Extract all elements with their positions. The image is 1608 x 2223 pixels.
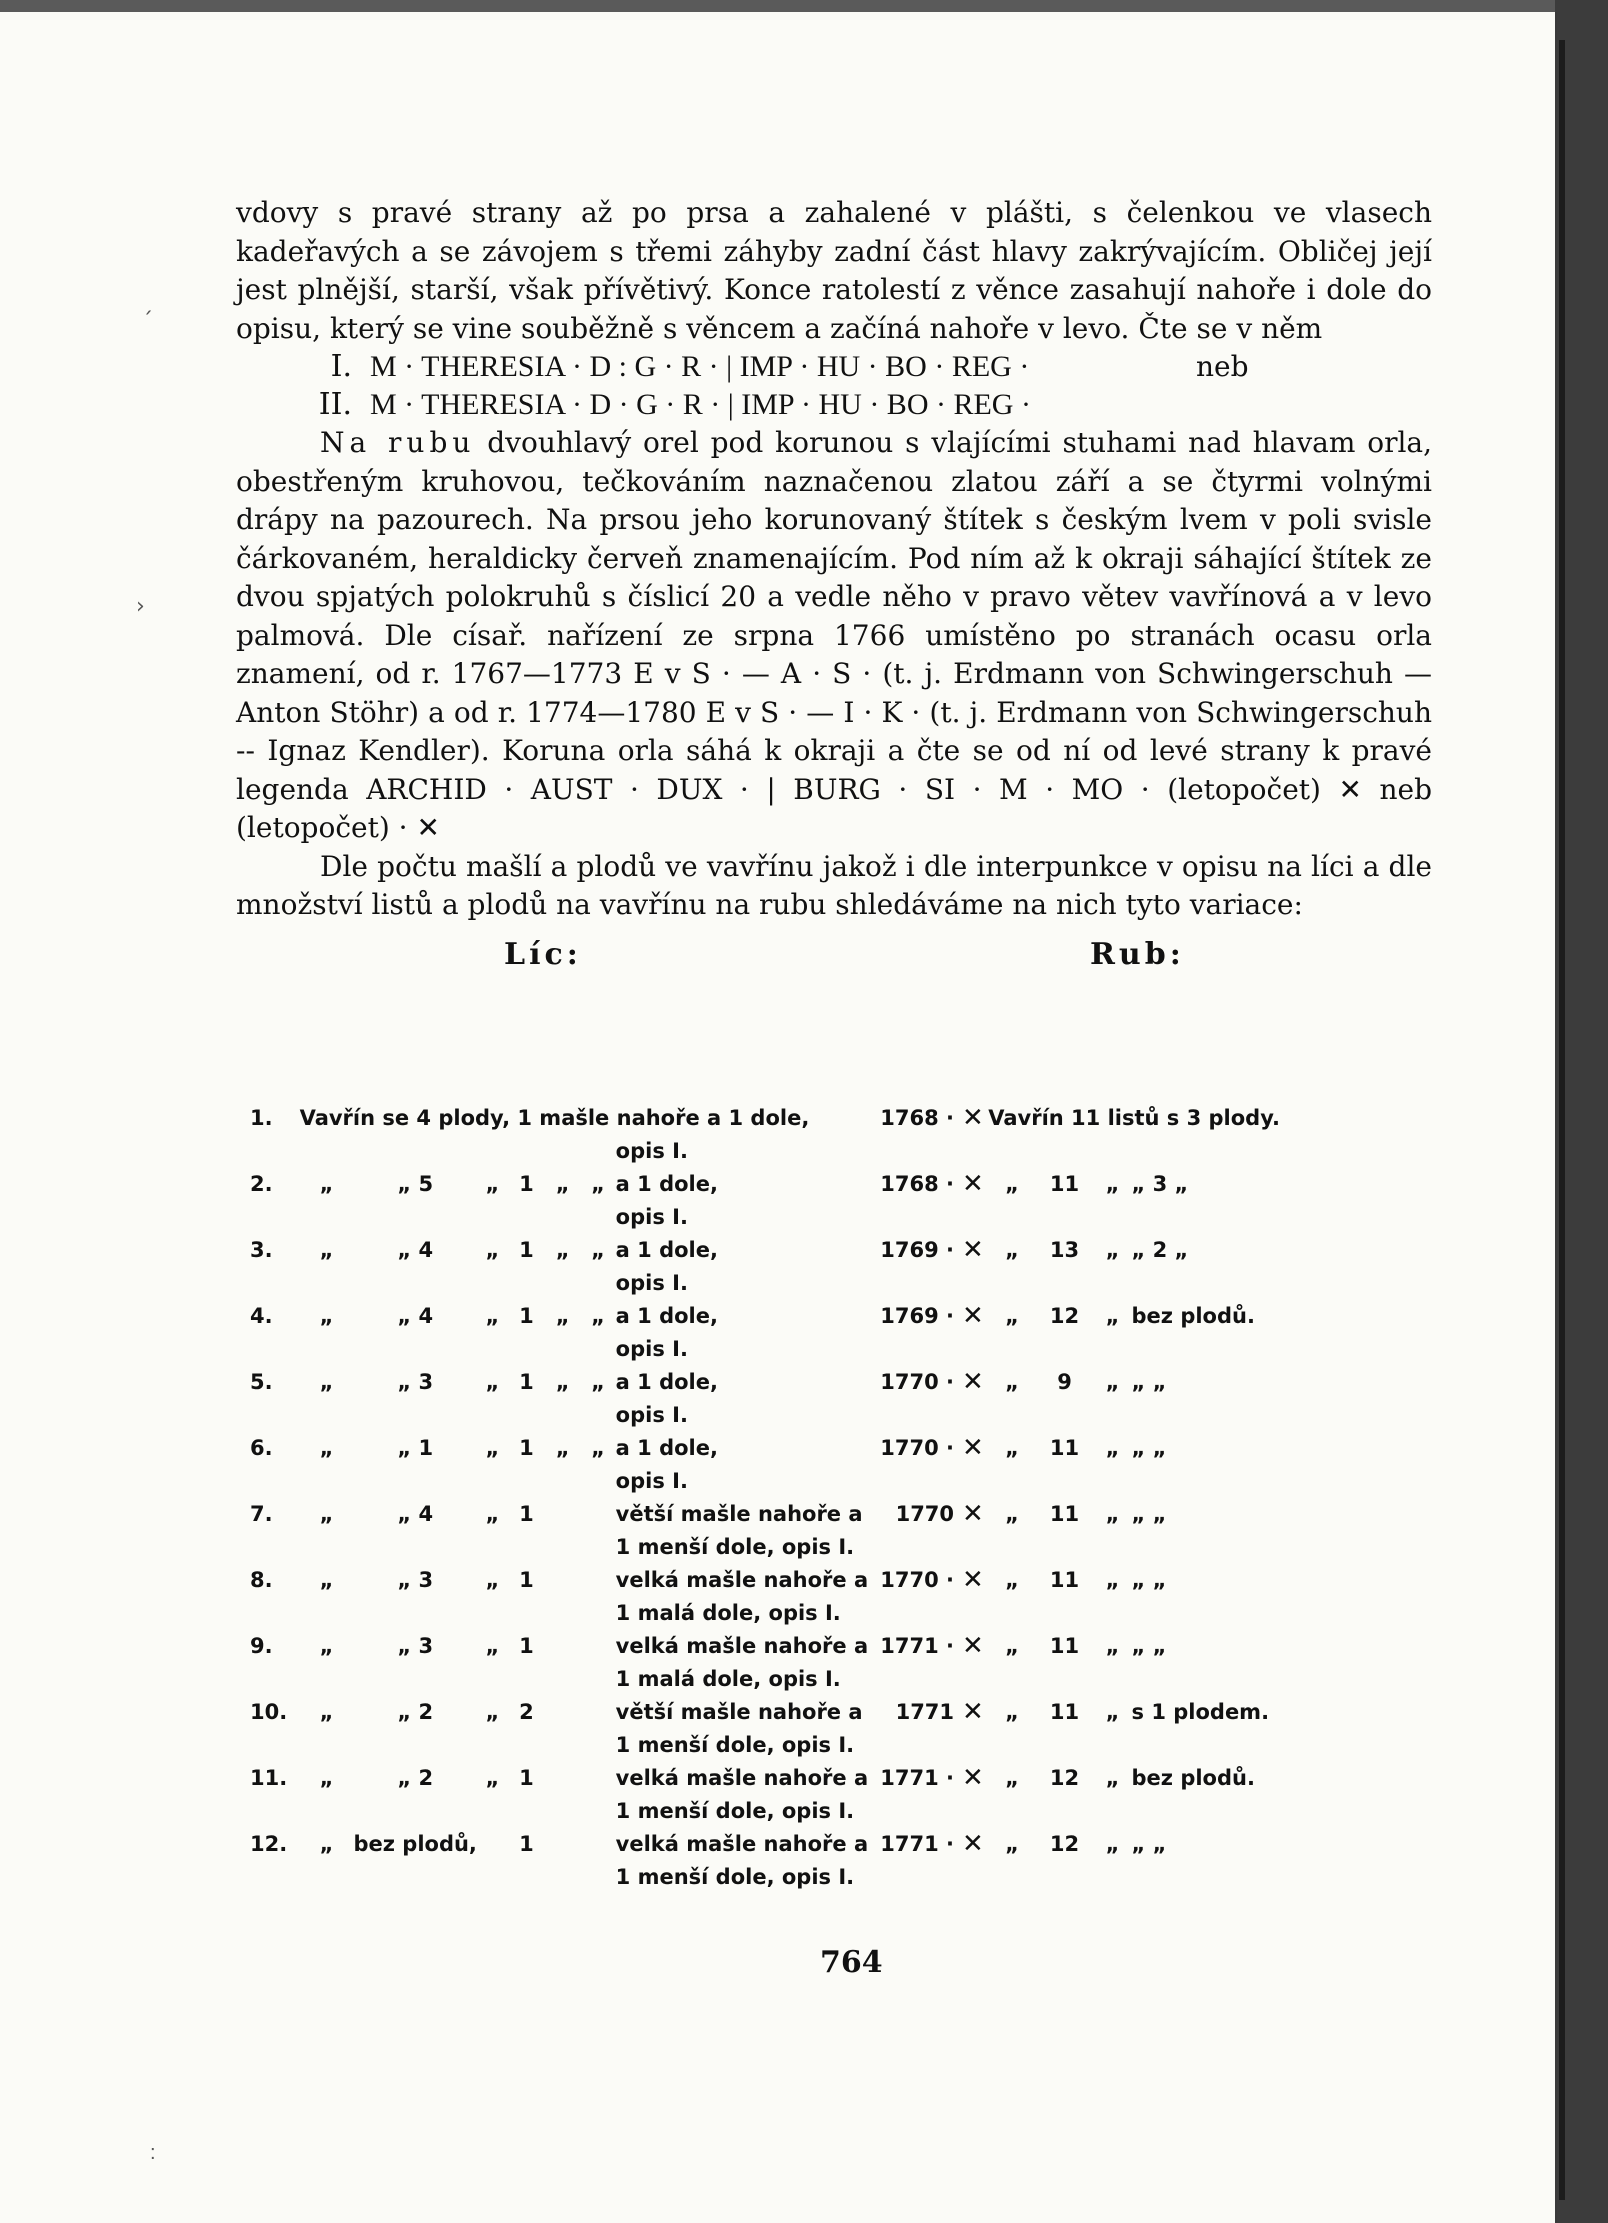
leaf-count: 9 bbox=[1057, 1370, 1072, 1394]
leaf-count: 12 bbox=[1049, 1832, 1080, 1856]
bow-count: 1 bbox=[519, 1172, 534, 1196]
obverse-description-continued: 1 menší dole, opis I. bbox=[615, 1865, 855, 1889]
ditto-mark: „ bbox=[1005, 1700, 1019, 1724]
ditto-mark: „ bbox=[1105, 1502, 1120, 1526]
ditto-mark: „ bbox=[319, 1634, 334, 1658]
spacer bbox=[868, 1267, 1290, 1300]
ditto-mark: „ bbox=[485, 1502, 500, 1526]
variant-year: 1771 · bbox=[880, 1634, 955, 1658]
legend-text: M · THERESIA · D · G · R · | IMP · HU · BO · REG · bbox=[370, 388, 1031, 421]
cross-mark: ✕ bbox=[962, 1235, 984, 1265]
cross-mark: ✕ bbox=[962, 1565, 984, 1595]
variant-row-continuation bbox=[250, 1861, 1290, 1894]
reverse-fruit-description: „ „ bbox=[1131, 1832, 1167, 1856]
obverse-description-continued: opis I. bbox=[615, 1337, 688, 1361]
variant-row-continuation bbox=[250, 1135, 1290, 1168]
spacer bbox=[868, 1795, 1290, 1828]
spacer bbox=[868, 1399, 1290, 1432]
ditto-mark: „ bbox=[485, 1172, 500, 1196]
ditto-mark: „ bbox=[1005, 1568, 1019, 1592]
ditto-mark: „ bbox=[1105, 1436, 1120, 1460]
ditto-mark: „ bbox=[591, 1304, 605, 1328]
obverse-description: větší mašle nahoře a bbox=[615, 1700, 863, 1724]
bow-count: 1 bbox=[519, 1832, 534, 1856]
ditto-mark: „ bbox=[1105, 1304, 1120, 1328]
fruit-count: „ 4 bbox=[397, 1238, 434, 1262]
spacer bbox=[250, 1531, 616, 1564]
obverse-description: a 1 dole, bbox=[615, 1238, 718, 1262]
fruit-count: „ 3 bbox=[397, 1568, 434, 1592]
reverse-fruit-description: „ 3 „ bbox=[1131, 1172, 1189, 1196]
spacer bbox=[250, 1795, 616, 1828]
variant-number: 12. bbox=[250, 1832, 288, 1856]
spacer bbox=[868, 1729, 1290, 1762]
variant-year: 1770 · bbox=[880, 1436, 955, 1460]
scan-speck: ˏ bbox=[142, 290, 153, 315]
leaf-count: 12 bbox=[1049, 1304, 1080, 1328]
ditto-mark bbox=[580, 1828, 615, 1861]
variant-year: 1769 · bbox=[880, 1238, 955, 1262]
obverse-description-continued: 1 menší dole, opis I. bbox=[615, 1535, 855, 1559]
variant-number: 9. bbox=[250, 1634, 273, 1658]
ditto-mark bbox=[545, 1498, 580, 1531]
cross-mark: ✕ bbox=[962, 1367, 984, 1397]
fruit-count: „ 4 bbox=[397, 1304, 434, 1328]
bow-count: 1 bbox=[519, 1238, 534, 1262]
reverse-fruit-description: „ „ bbox=[1131, 1502, 1167, 1526]
variant-number: 2. bbox=[250, 1172, 273, 1196]
reverse-fruit-description: s 1 plodem. bbox=[1131, 1700, 1270, 1724]
ditto-mark: „ bbox=[1105, 1634, 1120, 1658]
reverse-fruit-description: „ „ bbox=[1131, 1436, 1167, 1460]
legend-variant-2 bbox=[236, 386, 1432, 424]
variant-row bbox=[250, 1168, 1290, 1201]
fruit-count: „ 2 bbox=[397, 1766, 434, 1790]
legend-number: II. bbox=[318, 387, 352, 422]
cross-mark: ✕ bbox=[962, 1631, 984, 1661]
variant-row bbox=[250, 1828, 1290, 1861]
leaf-count: 12 bbox=[1049, 1766, 1080, 1790]
legend-variant-1 bbox=[236, 348, 1432, 386]
book-page bbox=[0, 12, 1557, 2223]
ditto-mark: „ bbox=[319, 1370, 334, 1394]
ditto-mark: „ bbox=[319, 1436, 334, 1460]
obverse-description: a 1 dole, bbox=[615, 1370, 718, 1394]
spacer bbox=[868, 1531, 1290, 1564]
spacer bbox=[250, 1267, 616, 1300]
variant-row bbox=[250, 1234, 1290, 1267]
ditto-mark bbox=[545, 1762, 580, 1795]
fruit-count: „ 3 bbox=[397, 1370, 434, 1394]
ditto-mark: „ bbox=[1005, 1238, 1019, 1262]
obverse-description-continued: opis I. bbox=[615, 1403, 688, 1427]
ditto-mark: „ bbox=[1005, 1634, 1019, 1658]
variant-row-continuation bbox=[250, 1597, 1290, 1630]
obverse-description-continued: 1 malá dole, opis I. bbox=[615, 1667, 841, 1691]
fruit-count: „ 5 bbox=[397, 1172, 434, 1196]
ditto-mark: „ bbox=[1105, 1700, 1120, 1724]
reverse-description: Vavřín 11 listů s 3 plody. bbox=[988, 1106, 1280, 1130]
paragraph-variants-intro: Dle počtu mašlí a plodů ve vavřínu jakož i dle interpunkce v opisu na líci a dle množství listů a plodů na vavřínu na rubu shledáváme na nich tyto variace: bbox=[236, 849, 1432, 921]
variant-row-continuation bbox=[250, 1663, 1290, 1696]
variant-year: 1771 · bbox=[880, 1766, 955, 1790]
variant-number: 8. bbox=[250, 1568, 273, 1592]
spacer bbox=[250, 1663, 616, 1696]
ditto-mark: „ bbox=[319, 1238, 334, 1262]
variant-row bbox=[250, 1564, 1290, 1597]
ditto-mark: „ bbox=[319, 1502, 334, 1526]
ditto-mark: „ bbox=[1005, 1502, 1019, 1526]
legend-number: I. bbox=[330, 349, 352, 384]
obverse-description-continued: 1 malá dole, opis I. bbox=[615, 1601, 841, 1625]
fruit-count: „ 4 bbox=[397, 1502, 434, 1526]
spacer bbox=[250, 1201, 616, 1234]
ditto-mark: „ bbox=[1105, 1238, 1120, 1262]
spacer bbox=[868, 1135, 1290, 1168]
bow-count: 1 bbox=[519, 1304, 534, 1328]
bow-count: 2 bbox=[519, 1700, 534, 1724]
variant-row bbox=[250, 1762, 1290, 1795]
ditto-mark: „ bbox=[591, 1172, 605, 1196]
variant-year: 1769 · bbox=[880, 1304, 955, 1328]
bow-count: 1 bbox=[519, 1568, 534, 1592]
obverse-description: velká mašle nahoře a bbox=[615, 1832, 869, 1856]
variant-row bbox=[250, 1300, 1290, 1333]
spacer bbox=[868, 1201, 1290, 1234]
leaf-count: 11 bbox=[1049, 1634, 1080, 1658]
variant-row-continuation bbox=[250, 1399, 1290, 1432]
obverse-description: a 1 dole, bbox=[615, 1304, 718, 1328]
reverse-lead: Na rubu bbox=[320, 426, 476, 459]
ditto-mark bbox=[580, 1564, 615, 1597]
obverse-description: velká mašle nahoře a bbox=[615, 1766, 869, 1790]
ditto-mark: „ bbox=[555, 1436, 570, 1460]
bow-count: 1 bbox=[519, 1502, 534, 1526]
variant-number: 7. bbox=[250, 1502, 273, 1526]
variant-number: 5. bbox=[250, 1370, 273, 1394]
bow-count: 1 bbox=[519, 1634, 534, 1658]
cross-mark: ✕ bbox=[962, 1697, 984, 1727]
paragraph-reverse-description bbox=[236, 424, 1432, 848]
spacer bbox=[250, 1333, 616, 1366]
variant-row bbox=[250, 1432, 1290, 1465]
variant-row-continuation bbox=[250, 1201, 1290, 1234]
obverse-description: velká mašle nahoře a bbox=[615, 1568, 869, 1592]
ditto-mark: „ bbox=[591, 1238, 605, 1262]
spacer bbox=[868, 1465, 1290, 1498]
cross-mark: ✕ bbox=[962, 1301, 984, 1331]
cross-mark: ✕ bbox=[962, 1103, 984, 1133]
scan-right-edge bbox=[1555, 0, 1608, 2223]
ditto-mark: „ bbox=[485, 1238, 500, 1262]
leaf-count: 11 bbox=[1049, 1436, 1080, 1460]
ditto-mark bbox=[580, 1762, 615, 1795]
variant-row-continuation bbox=[250, 1531, 1290, 1564]
variant-year: 1768 · bbox=[880, 1172, 955, 1196]
variant-headings bbox=[236, 925, 1432, 983]
variant-year: 1771 bbox=[895, 1700, 955, 1724]
scan-speck: › bbox=[136, 594, 145, 619]
leaf-count: 11 bbox=[1049, 1568, 1080, 1592]
spacer bbox=[868, 1663, 1290, 1696]
ditto-mark bbox=[580, 1696, 615, 1729]
ditto-mark: „ bbox=[485, 1634, 500, 1658]
ditto-mark bbox=[580, 1498, 615, 1531]
cross-mark: ✕ bbox=[962, 1169, 984, 1199]
fruit-count: „ 1 bbox=[397, 1436, 434, 1460]
variant-year: 1770 bbox=[895, 1502, 955, 1526]
ditto-mark: „ bbox=[555, 1370, 570, 1394]
spacer bbox=[250, 1399, 616, 1432]
obverse-description-continued: 1 menší dole, opis I. bbox=[615, 1733, 855, 1757]
ditto-mark bbox=[545, 1696, 580, 1729]
binding-edge bbox=[1559, 40, 1565, 2200]
obverse-description: velká mašle nahoře a bbox=[615, 1634, 869, 1658]
reverse-text: dvouhlavý orel pod korunou s vlajícími stuhami nad hlavam orla, obestřeným kruhovou, tečkováním naznačenou zlatou září a se čtyrmi volnými drápy na pazourech. Na prsou jeho korunovaný štítek s českým lvem v poli svisle čárkovaném, heraldicky červeň znamenajícím. Pod ním až k okraji sáhající štítek ze dvou spjatých polokruhů s číslicí 20 a vedle něho v pravo větev vavřínová a v levo palmová. Dle císař. nařízení ze srpna 1766 umístěno po stranách ocasu orla znamení, od r. 1767—1773 E v S · — A · S · (t. j. Erdmann von Schwingerschuh — Anton Stöhr) a od r. 1774—1780 E v S · — I · K · (t. j. Erdmann von Schwingerschuh -- Ignaz Kendler). Koruna orla sáhá k okraji a čte se od ní od levé strany k pravé legenda ARCHID · AUST · DUX · | BURG · SI · M · MO · (letopočet) ✕ neb (letopočet) · ✕ bbox=[236, 426, 1433, 844]
obverse-description: větší mašle nahoře a bbox=[615, 1502, 863, 1526]
heading-obverse: Líc: bbox=[504, 936, 582, 972]
variant-row bbox=[250, 1630, 1290, 1663]
fruit-count: bez plodů, bbox=[353, 1832, 477, 1856]
spacer bbox=[868, 1597, 1290, 1630]
body-text bbox=[236, 194, 1432, 983]
variant-number: 10. bbox=[250, 1700, 288, 1724]
variant-row-continuation bbox=[250, 1795, 1290, 1828]
ditto-mark: „ bbox=[1105, 1370, 1120, 1394]
variant-year: 1771 · bbox=[880, 1832, 955, 1856]
obverse-description: Vavřín se 4 plody, 1 mašle nahoře a 1 dole, bbox=[299, 1106, 810, 1130]
ditto-mark: „ bbox=[1005, 1304, 1019, 1328]
variant-year: 1770 · bbox=[880, 1370, 955, 1394]
ditto-mark bbox=[545, 1564, 580, 1597]
cross-mark: ✕ bbox=[962, 1829, 984, 1859]
spacer bbox=[868, 1861, 1290, 1894]
ditto-mark: „ bbox=[319, 1832, 334, 1856]
spacer bbox=[250, 1597, 616, 1630]
variants-table-body bbox=[250, 1102, 1290, 1894]
variant-row-continuation bbox=[250, 1267, 1290, 1300]
bow-count: 1 bbox=[519, 1436, 534, 1460]
bow-count: 1 bbox=[519, 1370, 534, 1394]
ditto-mark: „ bbox=[1105, 1766, 1120, 1790]
ditto-mark: „ bbox=[1005, 1766, 1019, 1790]
bow-count: 1 bbox=[519, 1766, 534, 1790]
ditto-mark: „ bbox=[555, 1238, 570, 1262]
ditto-mark bbox=[545, 1828, 580, 1861]
variant-number: 11. bbox=[250, 1766, 288, 1790]
variant-row bbox=[250, 1102, 1290, 1135]
reverse-fruit-description: „ 2 „ bbox=[1131, 1238, 1189, 1262]
ditto-mark: „ bbox=[591, 1370, 605, 1394]
spacer bbox=[250, 1135, 616, 1168]
ditto-mark: „ bbox=[1005, 1436, 1019, 1460]
cross-mark: ✕ bbox=[962, 1763, 984, 1793]
obverse-description: a 1 dole, bbox=[615, 1436, 718, 1460]
variant-number: 6. bbox=[250, 1436, 273, 1460]
variant-row-continuation bbox=[250, 1729, 1290, 1762]
obverse-description-continued: 1 menší dole, opis I. bbox=[615, 1799, 855, 1823]
page-number: 764 bbox=[820, 1945, 883, 1980]
variants-table bbox=[250, 1102, 1290, 1894]
ditto-mark: „ bbox=[591, 1436, 605, 1460]
spacer bbox=[250, 1729, 616, 1762]
legend-suffix: neb bbox=[1196, 350, 1249, 383]
ditto-mark: „ bbox=[555, 1304, 570, 1328]
reverse-fruit-description: bez plodů. bbox=[1131, 1304, 1255, 1328]
reverse-fruit-description: „ „ bbox=[1131, 1568, 1167, 1592]
spacer bbox=[250, 1861, 616, 1894]
ditto-mark: „ bbox=[485, 1436, 500, 1460]
ditto-mark: „ bbox=[555, 1172, 570, 1196]
reverse-fruit-description: bez plodů. bbox=[1131, 1766, 1255, 1790]
heading-reverse: Rub: bbox=[1090, 936, 1185, 972]
fruit-count: „ 2 bbox=[397, 1700, 434, 1724]
ditto-mark: „ bbox=[1005, 1172, 1019, 1196]
reverse-fruit-description: „ „ bbox=[1131, 1370, 1167, 1394]
variant-row bbox=[250, 1696, 1290, 1729]
leaf-count: 11 bbox=[1049, 1502, 1080, 1526]
obverse-description-continued: opis I. bbox=[615, 1271, 688, 1295]
ditto-mark: „ bbox=[485, 1700, 500, 1724]
leaf-count: 11 bbox=[1049, 1172, 1080, 1196]
ditto-mark: „ bbox=[1005, 1370, 1019, 1394]
ditto-mark: „ bbox=[485, 1304, 500, 1328]
variant-year: 1768 · bbox=[880, 1106, 955, 1130]
variant-row bbox=[250, 1498, 1290, 1531]
variant-number: 3. bbox=[250, 1238, 273, 1262]
leaf-count: 11 bbox=[1049, 1700, 1080, 1724]
cross-mark: ✕ bbox=[962, 1499, 984, 1529]
obverse-description-continued: opis I. bbox=[615, 1469, 688, 1493]
ditto-mark bbox=[477, 1828, 508, 1861]
ditto-mark: „ bbox=[485, 1568, 500, 1592]
variant-row-continuation bbox=[250, 1465, 1290, 1498]
obverse-legend-type: opis I. bbox=[615, 1139, 688, 1163]
ditto-mark: „ bbox=[319, 1304, 334, 1328]
ditto-mark bbox=[580, 1630, 615, 1663]
variant-row-continuation bbox=[250, 1333, 1290, 1366]
ditto-mark: „ bbox=[485, 1370, 500, 1394]
scan-speck: ˸ bbox=[150, 2144, 156, 2168]
leaf-count: 13 bbox=[1049, 1238, 1080, 1262]
obverse-description: a 1 dole, bbox=[615, 1172, 718, 1196]
reverse-fruit-description: „ „ bbox=[1131, 1634, 1167, 1658]
variant-row bbox=[250, 1366, 1290, 1399]
ditto-mark: „ bbox=[319, 1172, 334, 1196]
ditto-mark: „ bbox=[1105, 1172, 1120, 1196]
paragraph-obverse-description: vdovy s pravé strany až po prsa a zahalené v plášti, s čelenkou ve vlasech kadeřavých a se závojem s třemi záhyby zadní část hlavy zakrývajícím. Obličej její jest plnější, starší, však přívětivý. Konce ratolestí z věnce zasahují nahoře i dole do opisu, který se vine souběžně s věncem a začíná nahoře v levo. Čte se v něm bbox=[236, 196, 1432, 345]
ditto-mark: „ bbox=[319, 1700, 334, 1724]
obverse-description-continued: opis I. bbox=[615, 1205, 688, 1229]
ditto-mark: „ bbox=[1105, 1568, 1120, 1592]
ditto-mark: „ bbox=[485, 1766, 500, 1790]
variant-number: 1. bbox=[250, 1106, 273, 1130]
ditto-mark: „ bbox=[319, 1568, 334, 1592]
legend-text: M · THERESIA · D : G · R · | IMP · HU · BO · REG · bbox=[370, 350, 1030, 383]
spacer bbox=[250, 1465, 616, 1498]
variant-year: 1770 · bbox=[880, 1568, 955, 1592]
ditto-mark: „ bbox=[1005, 1832, 1019, 1856]
variant-number: 4. bbox=[250, 1304, 273, 1328]
ditto-mark: „ bbox=[1105, 1832, 1120, 1856]
cross-mark: ✕ bbox=[962, 1433, 984, 1463]
ditto-mark: „ bbox=[319, 1766, 334, 1790]
ditto-mark bbox=[545, 1630, 580, 1663]
spacer bbox=[868, 1333, 1290, 1366]
fruit-count: „ 3 bbox=[397, 1634, 434, 1658]
